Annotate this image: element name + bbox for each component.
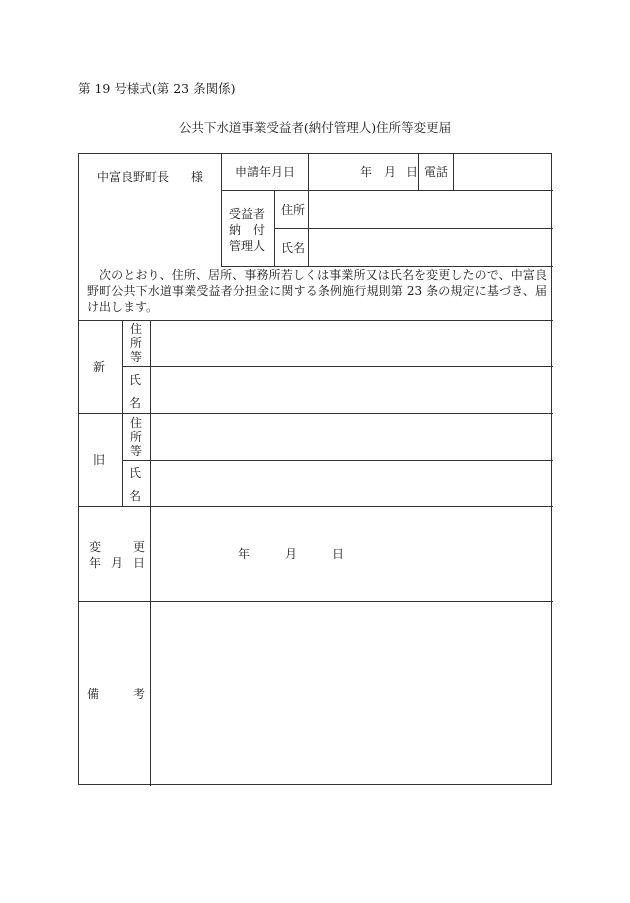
applicant-group-line2: 納 付: [229, 223, 266, 237]
old-address-label: 住所等: [129, 416, 142, 458]
date-year-label: 年: [360, 165, 373, 179]
change-date-label-5: 日: [133, 556, 146, 570]
new-name-label-1: 氏: [129, 373, 142, 387]
change-date-label-4: 月: [111, 556, 124, 570]
applicant-name-field[interactable]: [309, 229, 552, 265]
document-title: 公共下水道事業受益者(納付管理人)住所等変更届: [178, 120, 452, 135]
notice-text: 次のとおり、住所、居所、事務所若しくは事業所又は氏名を変更したので、中富良野町公共下水道事業受益者分担金に関する条例施行規則第 23 条の規定に基づき、届け出します。: [87, 268, 547, 314]
remarks-label-1: 備: [87, 687, 100, 701]
applicant-address-label: 住所: [281, 203, 306, 217]
old-name-label-2: 名: [129, 489, 142, 503]
change-date-label-1: 変: [89, 540, 102, 554]
addressee: 中富良野町長: [97, 170, 170, 184]
form-number-label: 第 19 号様式(第 23 条関係): [78, 81, 236, 96]
phone-label: 電話: [424, 165, 449, 179]
change-date-label-3: 年: [89, 556, 102, 570]
new-address-field[interactable]: [151, 321, 552, 365]
old-section-label: 旧: [93, 453, 106, 467]
divider: [221, 154, 222, 266]
applicant-group-line3: 管理人: [229, 239, 266, 253]
new-address-label: 住所等: [129, 322, 142, 364]
change-notification-form: [78, 153, 552, 785]
old-address-field[interactable]: [151, 414, 552, 459]
application-date-label: 申請年月日: [235, 165, 296, 179]
applicant-group-line1: 受益者: [229, 207, 266, 221]
remarks-label-2: 考: [133, 687, 146, 701]
divider: [418, 154, 419, 190]
change-date-year: 年: [238, 547, 251, 561]
new-name-field[interactable]: [151, 367, 552, 412]
date-month-label: 月: [384, 165, 397, 179]
applicant-address-field[interactable]: [309, 191, 552, 227]
new-name-label-2: 名: [129, 396, 142, 410]
change-date-day: 日: [332, 547, 345, 561]
old-name-label-1: 氏: [129, 466, 142, 480]
phone-field[interactable]: [454, 155, 552, 189]
old-name-field[interactable]: [151, 461, 552, 505]
remarks-field[interactable]: [151, 602, 552, 784]
change-date-month: 月: [285, 547, 298, 561]
change-date-label-2: 更: [133, 540, 146, 554]
new-section-label: 新: [93, 360, 106, 374]
change-date-field[interactable]: [151, 507, 552, 600]
honorific: 様: [191, 170, 204, 184]
date-day-label: 日: [406, 165, 419, 179]
applicant-name-label: 氏名: [281, 241, 306, 255]
